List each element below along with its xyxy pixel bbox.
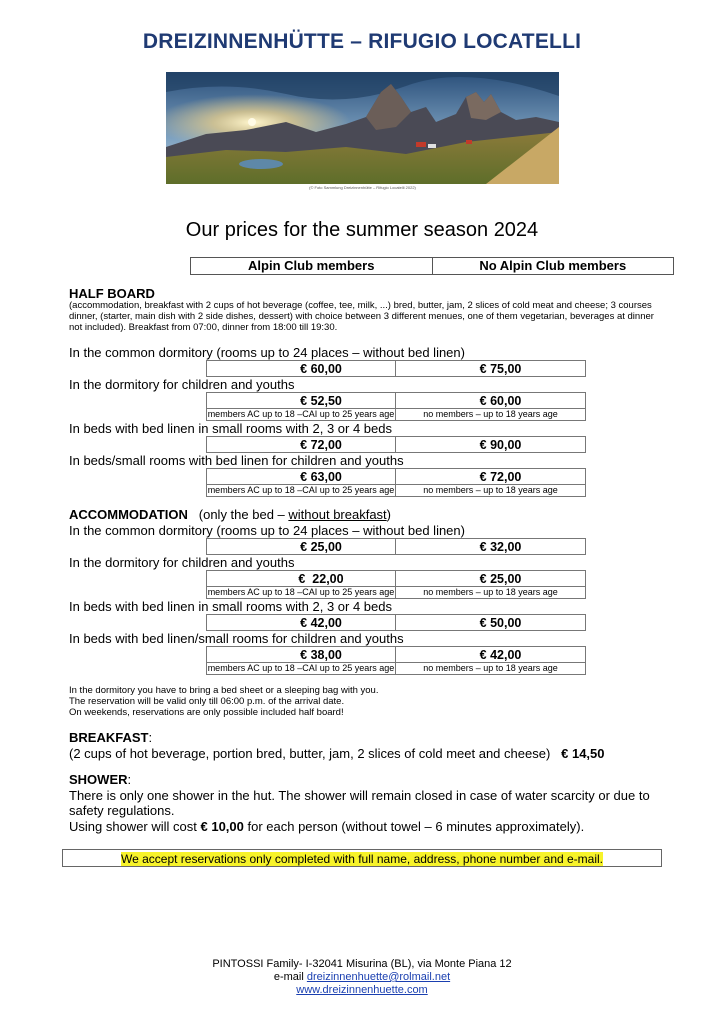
note-non-members: no members – up to 18 years age [396,485,586,497]
acc-row-label: In the common dormitory (rooms up to 24 places – without bed linen) [69,523,465,538]
notes [69,685,378,718]
note-non-members: no members – up to 18 years age [396,587,586,599]
mountain-photo [166,72,559,184]
price-members: € 42,00 [206,614,396,631]
price-non-members: € 75,00 [396,360,586,377]
hb-price-row [206,468,587,485]
acc-price-row [206,646,587,663]
breakfast-line [69,746,605,761]
note-non-members: no members – up to 18 years age [396,663,586,675]
season-subtitle: Our prices for the summer season 2024 [185,219,539,241]
breakfast-price: € 14,50 [561,746,605,761]
price-non-members: € 50,00 [396,614,586,631]
price-members: € 25,00 [206,538,396,555]
acc-price-row [206,570,587,587]
shower-price: € 10,00 [200,819,244,834]
breakfast-title: BREAKFAST [69,730,149,745]
shower-text: There is only one shower in the hut. The shower will remain closed in case of water scarcity or due to safety regulations. [69,788,650,818]
price-members: € 52,50 [206,392,396,409]
note-non-members: no members – up to 18 years age [396,409,586,421]
footer-email-label: e-mail [273,971,307,983]
half-board-description: (accommodation, breakfast with 2 cups of hot beverage (coffee, tee, milk, ...) bred, butter, jam, 2 slices of cold meat and cheese; 3 courses dinner, (starter, main dish with 2 side dishes, dessert) with choice between 3 different menues, one of them vegetarian, beverages at dinner not included). Breakfast from 07:00, dinner from 18:00 till 19:30. [69,300,654,333]
price-members: € 22,00 [206,570,396,587]
accommodation-subtitle-underlined: without breakfast [288,507,387,522]
photo-credit: (© Foto Sammlung Dreizinnenhütte – Rifugio Locatelli 2022) [309,185,416,190]
reservation-notice [62,849,662,867]
acc-note-row [206,663,587,675]
hb-row-label: In the common dormitory (rooms up to 24 places – without bed linen) [69,345,465,360]
notice-text: We accept reservations only completed with full name, address, phone number and e-mail. [120,852,604,866]
note-line: The reservation will be valid only till 06:00 p.m. of the arrival date. [69,696,345,707]
shower-cost-post: for each person (without towel – 6 minutes approximately). [243,819,585,834]
non-members-column-header: No Alpin Club members [432,258,674,274]
hb-row-label: In the dormitory for children and youths [69,377,295,392]
breakfast-colon: : [148,730,153,745]
shower-colon: : [127,772,132,787]
note-line: On weekends, reservations are only possible included half board! [69,707,344,718]
note-members: members AC up to 18 –CAI up to 25 years age [207,587,395,597]
breakfast-heading [69,730,152,745]
members-column-header: Alpin Club members [248,258,375,273]
price-non-members: € 32,00 [396,538,586,555]
price-non-members: € 72,00 [396,468,586,485]
hb-price-row [206,392,587,409]
note-line: In the dormitory you have to bring a bed sheet or a sleeping bag with you. [69,685,379,696]
footer-website-line [0,984,724,997]
accommodation-subtitle-post: ) [386,507,392,522]
hb-price-row [206,436,587,453]
breakfast-text: (2 cups of hot beverage, portion bred, butter, jam, 2 slices of cold meet and cheese) [69,746,551,761]
note-members: members AC up to 18 –CAI up to 25 years age [207,485,395,495]
accommodation-subtitle-pre: (only the bed – [198,507,289,522]
hb-row-label: In beds with bed linen in small rooms with 2, 3 or 4 beds [69,421,393,436]
price-members: € 72,00 [206,436,396,453]
column-header [190,257,674,275]
price-non-members: € 25,00 [396,570,586,587]
page-title: DREIZINNENHÜTTE – RIFUGIO LOCATELLI [142,30,582,53]
acc-row-label: In beds with bed linen in small rooms with 2, 3 or 4 beds [69,599,393,614]
price-members: € 38,00 [206,646,396,663]
shower-cost-pre: Using shower will cost [69,819,201,834]
note-members: members AC up to 18 –CAI up to 25 years age [207,409,395,419]
acc-note-row [206,587,587,599]
hb-row-label: In beds/small rooms with bed linen for children and youths [69,453,404,468]
acc-price-row [206,538,587,555]
accommodation-heading [69,507,391,522]
email-link[interactable]: dreizinnenhuette@rolmail.net [306,971,451,983]
hb-note-row [206,485,587,497]
shower-cost [69,819,584,834]
price-non-members: € 90,00 [396,436,586,453]
price-members: € 60,00 [206,360,396,377]
acc-row-label: In the dormitory for children and youths [69,555,295,570]
footer-email-line [0,971,724,984]
price-non-members: € 42,00 [396,646,586,663]
acc-row-label: In beds with bed linen/small rooms for children and youths [69,631,404,646]
hb-price-row [206,360,587,377]
price-non-members: € 60,00 [396,392,586,409]
note-members: members AC up to 18 –CAI up to 25 years age [207,663,395,673]
shower-heading [69,772,131,787]
hb-note-row [206,409,587,421]
half-board-title: HALF BOARD [69,286,155,301]
footer-address: PINTOSSI Family- I-32041 Misurina (BL), via Monte Piana 12 [212,958,512,970]
landscape-image [166,72,559,184]
website-link[interactable]: www.dreizinnenhuette.com [296,984,428,996]
shower-title: SHOWER [69,772,128,787]
accommodation-title: ACCOMMODATION [69,507,188,522]
acc-price-row [206,614,587,631]
price-members: € 63,00 [206,468,396,485]
